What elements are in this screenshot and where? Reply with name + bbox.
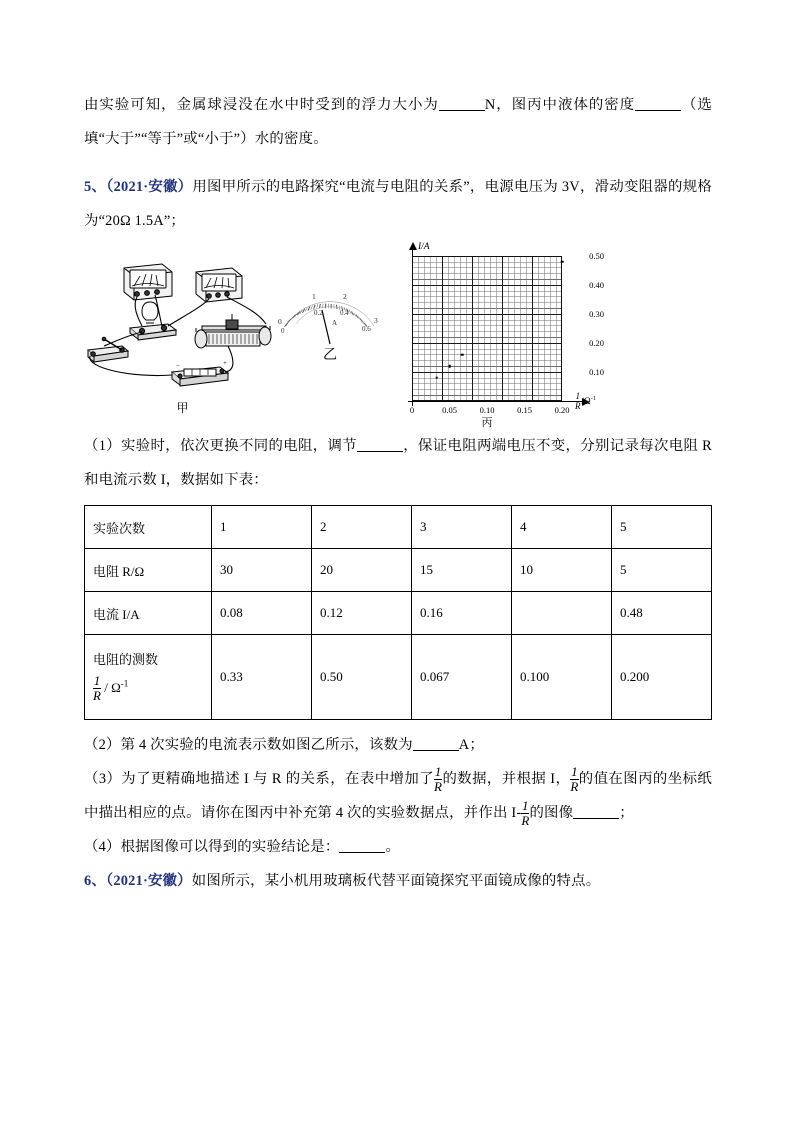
table-cell: 30 xyxy=(212,549,312,592)
ammeter-icon xyxy=(196,268,242,302)
table-row-header xyxy=(85,635,212,720)
table-cell xyxy=(512,592,612,635)
graph-y-tick: 0.20 xyxy=(589,338,604,348)
graph-x-tick: 0.15 xyxy=(517,405,532,415)
table-row xyxy=(85,506,712,549)
inline-fraction-1 xyxy=(434,765,442,795)
intro-text-2: N，图丙中液体的密度 xyxy=(484,97,636,113)
fill-blank[interactable] xyxy=(439,96,485,111)
table-cell: 15 xyxy=(412,549,512,592)
table-cell: 0.50 xyxy=(312,635,412,720)
svg-text:−: − xyxy=(176,362,180,370)
q5-3-text-c: 的值在图丙的坐标纸中描出相应的点。请你在图丙中补充第 4 次的实验数据点，并作出 I- xyxy=(84,771,713,821)
frac-num: 1 xyxy=(571,763,578,779)
table-cell: 0.100 xyxy=(512,635,612,720)
question-6-text: 如图所示，某小机用玻璃板代替平面镜探究平面镜成像的特点。 xyxy=(191,873,601,889)
q5-3-text-a: （3）为了更精确地描述 I 与 R 的关系，在表中增加了 xyxy=(84,771,435,787)
graph-x-tick: 0 xyxy=(409,405,415,415)
dial-tick-inner-06: 0.6 xyxy=(362,325,371,333)
question-5-text: 用图甲所示的电路探究“电流与电阻的关系”，电源电压为 3V，滑动变阻器的规格为“20Ω 1.5A”； xyxy=(84,179,712,229)
q5-1-text-a: （1）实验时，依次更换不同的电阻，调节 xyxy=(84,438,358,454)
dial-unit-label: A xyxy=(332,319,338,327)
svg-text:+: + xyxy=(223,359,227,367)
table-cell: 4 xyxy=(512,506,612,549)
table-cell: 0.16 xyxy=(412,592,512,635)
dial-tick-outer-3: 3 xyxy=(374,316,378,325)
document-body xyxy=(84,88,712,898)
q5-3-text-b: 的数据，并根据 I， xyxy=(442,771,571,787)
grid-border xyxy=(412,256,562,401)
q5-2-text-b: A； xyxy=(458,737,484,753)
q5-4-text-a: （4）根据图像可以得到的实验结论是： xyxy=(84,839,340,855)
graph-data-point xyxy=(435,377,438,380)
table-row xyxy=(85,635,712,720)
graph-data-point xyxy=(461,353,464,356)
inline-fraction-2 xyxy=(570,765,578,795)
paragraph-intro xyxy=(84,88,712,156)
dial-tick-inner-04: 0.4 xyxy=(340,309,349,317)
fill-blank[interactable] xyxy=(413,736,459,751)
paragraph-q5-4 xyxy=(84,830,712,864)
table-cell: 20 xyxy=(312,549,412,592)
figure-caption-yi: 乙 xyxy=(323,348,337,363)
frac-num: 1 xyxy=(434,763,442,779)
x-label-unit: $/\Omega^{-1}$ xyxy=(581,396,596,406)
graph-x-axis-label xyxy=(574,392,596,412)
lamp-icon xyxy=(130,302,176,340)
fill-blank[interactable] xyxy=(357,437,403,452)
ammeter-dial-svg xyxy=(270,272,390,352)
fill-blank[interactable] xyxy=(339,838,385,853)
dial-tick-inner-0: 0 xyxy=(281,327,285,335)
graph-data-point xyxy=(561,261,564,264)
intro-text-3: （选填“大于”“等于”或“小于”）水的密度。 xyxy=(84,97,712,147)
table-row-header: 实验次数 xyxy=(85,506,212,549)
figure-graph-bing xyxy=(384,244,604,429)
x-label-num: 1 xyxy=(575,391,580,401)
table-cell: 5 xyxy=(612,549,712,592)
row-label-text: 电阻的测数 xyxy=(93,652,159,668)
graph-x-tick: 0.20 xyxy=(554,405,570,415)
graph-y-tick: 0.30 xyxy=(589,309,604,319)
experiment-data-table xyxy=(84,505,712,720)
figure-caption-jia: 甲 xyxy=(176,401,189,415)
graph-grid xyxy=(412,256,562,401)
table-cell: 5 xyxy=(612,506,712,549)
table-cell: 0.200 xyxy=(612,635,712,720)
frac-den: R xyxy=(521,813,530,829)
voltmeter-icon xyxy=(124,264,172,300)
question-number-6: 6、 xyxy=(84,873,106,889)
table-cell: 0.08 xyxy=(212,592,312,635)
q5-4-text-b: 。 xyxy=(385,839,401,855)
table-cell: 2 xyxy=(312,506,412,549)
question-source-6: （2021·安徽） xyxy=(106,873,192,889)
figure-ammeter-yi xyxy=(270,272,390,392)
circuit-diagram-svg xyxy=(80,250,285,400)
table-row-header: 电阻 R/Ω xyxy=(85,549,212,592)
table-cell: 3 xyxy=(412,506,512,549)
frac-num: 1 xyxy=(522,797,529,813)
graph-y-tick: 0.40 xyxy=(589,280,604,290)
frac-den: R xyxy=(434,779,443,795)
row-label-formula: $\frac{1}{R}$ / $\Omega^{-1}$ xyxy=(93,672,129,704)
graph-data-point xyxy=(448,365,451,368)
paragraph-q5-3 xyxy=(84,762,712,830)
dial-tick-inner-02: 0.2 xyxy=(314,309,323,317)
table-cell: 0.33 xyxy=(212,635,312,720)
paragraph-q5-1 xyxy=(84,429,712,497)
intro-text-1: 由实验可知，金属球浸没在水中时受到的浮力大小为 xyxy=(84,97,439,113)
graph-y-tick: 0.50 xyxy=(589,251,604,261)
figure-band xyxy=(84,244,712,429)
table-cell: 0.12 xyxy=(312,592,412,635)
dial-tick-outer-0: 0 xyxy=(278,317,282,326)
paragraph-q5-2 xyxy=(84,728,712,762)
table-row-header: 电流 I/A xyxy=(85,592,212,635)
figure-caption-bing: 丙 xyxy=(481,417,493,429)
dial-tick-outer-1: 1 xyxy=(312,292,316,301)
table-cell: 0.48 xyxy=(612,592,712,635)
battery-icon xyxy=(172,359,228,386)
table-row xyxy=(85,592,712,635)
switch-icon xyxy=(88,337,128,362)
graph-x-tick: 0.10 xyxy=(479,405,495,415)
fill-blank[interactable] xyxy=(635,96,681,111)
graph-y-axis-label: I/A xyxy=(418,242,430,252)
graph-x-tick: 0.05 xyxy=(442,405,457,415)
q5-1-text-b: ，保证电阻两端电压不变，分别记录每次电阻 R 和电流示数 I，数据如下表： xyxy=(84,438,712,488)
table-row xyxy=(85,549,712,592)
paragraph-question-5 xyxy=(84,170,712,238)
graph-y-tick: 0.10 xyxy=(589,367,604,377)
table-cell: 1 xyxy=(212,506,312,549)
x-label-den: R xyxy=(575,401,581,412)
paragraph-question-6 xyxy=(84,864,712,898)
table-cell: 0.067 xyxy=(412,635,512,720)
table-cell: 10 xyxy=(512,549,612,592)
frac-den: R xyxy=(570,779,579,795)
fill-blank[interactable] xyxy=(573,804,619,819)
x-label-fraction xyxy=(574,392,582,412)
question-number-5: 5、 xyxy=(84,179,107,195)
figure-circuit-jia xyxy=(80,250,285,415)
q5-3-text-e: ； xyxy=(619,805,634,821)
dial-tick-outer-2: 2 xyxy=(343,292,347,301)
question-source-5: （2021·安徽） xyxy=(106,179,193,195)
q5-3-text-d: 的图像 xyxy=(529,805,574,821)
q5-2-text-a: （2）第 4 次实验的电流表示数如图乙所示，该数为 xyxy=(84,737,413,753)
rheostat-icon xyxy=(195,314,271,348)
x-axis-line xyxy=(408,401,584,402)
